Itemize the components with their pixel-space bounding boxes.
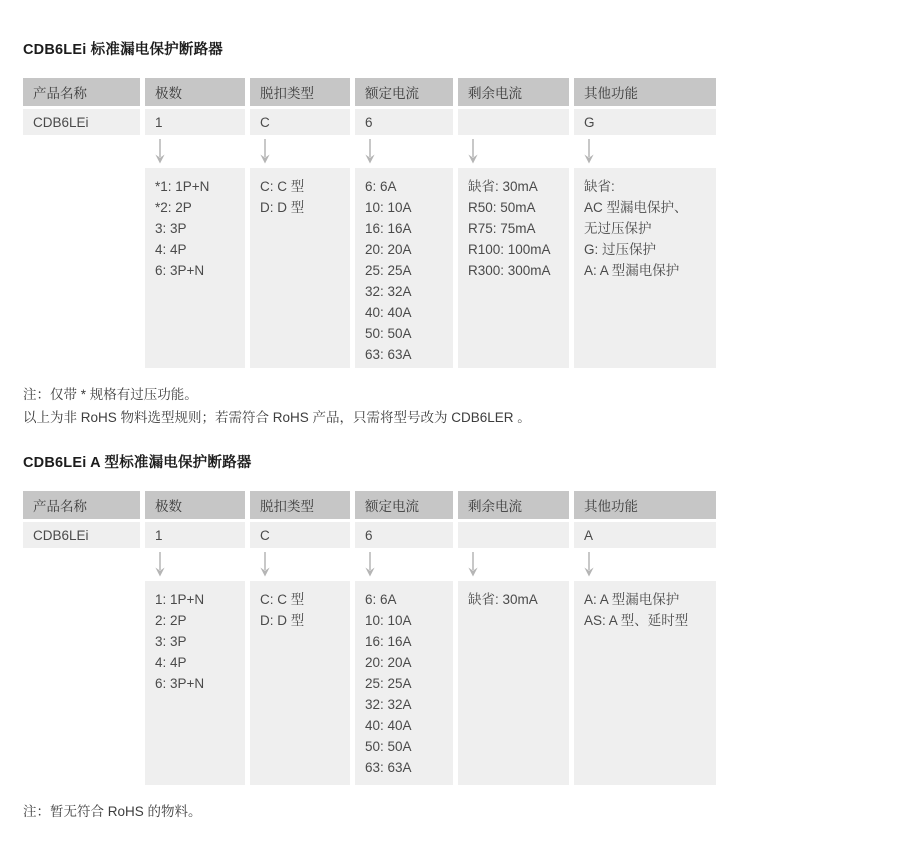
notes xyxy=(23,383,900,429)
option-line: 6: 3P+N xyxy=(155,263,205,278)
column-header: 其他功能 xyxy=(574,491,716,519)
option-line: 50: 50A xyxy=(365,739,412,754)
option-box xyxy=(145,168,245,368)
column-header: 额定电流 xyxy=(355,78,453,106)
option-line: 4: 4P xyxy=(155,242,187,257)
option-line: 3: 3P xyxy=(155,221,187,236)
section-title: CDB6LEi A 型标准漏电保护断路器 xyxy=(23,455,252,471)
column-header: 产品名称 xyxy=(23,491,140,519)
option-line: 32: 32A xyxy=(365,697,412,712)
column-header: 剩余电流 xyxy=(458,491,569,519)
selection-table xyxy=(23,78,716,368)
column-header: 极数 xyxy=(145,491,245,519)
column-header: 脱扣类型 xyxy=(250,78,350,106)
down-arrow-glyph xyxy=(259,138,271,164)
down-arrow-icon xyxy=(145,551,245,578)
option-line: 2: 2P xyxy=(155,613,187,628)
option-box xyxy=(458,581,569,785)
value-cell: 1 xyxy=(145,522,245,548)
value-cell: C xyxy=(250,522,350,548)
option-line: 25: 25A xyxy=(365,676,412,691)
down-arrow-icon xyxy=(145,138,245,165)
selection-table xyxy=(23,491,716,785)
option-line: 1: 1P+N xyxy=(155,592,205,607)
down-arrow-glyph xyxy=(364,551,376,577)
option-box xyxy=(145,581,245,785)
value-cell: A xyxy=(574,522,716,548)
option-line: 10: 10A xyxy=(365,613,412,628)
option-line: 20: 20A xyxy=(365,242,412,257)
option-line: R300: 300mA xyxy=(468,263,551,278)
value-cell: CDB6LEi xyxy=(23,109,140,135)
down-arrow-icon xyxy=(458,138,569,165)
option-line: 40: 40A xyxy=(365,718,412,733)
box-spacer xyxy=(23,581,140,785)
column-header: 剩余电流 xyxy=(458,78,569,106)
column-header: 极数 xyxy=(145,78,245,106)
option-line: *2: 2P xyxy=(155,200,192,215)
option-line: 20: 20A xyxy=(365,655,412,670)
selection-section xyxy=(23,38,900,429)
option-line: 32: 32A xyxy=(365,284,412,299)
column-header: 额定电流 xyxy=(355,491,453,519)
option-box xyxy=(355,581,453,785)
down-arrow-icon xyxy=(574,138,716,165)
option-box xyxy=(574,581,716,785)
option-line: 6: 6A xyxy=(365,179,397,194)
option-line: 缺省: 30mA xyxy=(468,179,538,194)
option-line: AC 型漏电保护、 xyxy=(584,200,688,215)
section-title: CDB6LEi 标准漏电保护断路器 xyxy=(23,42,223,58)
selection-section xyxy=(23,451,900,823)
option-line: R75: 75mA xyxy=(468,221,536,236)
option-line: 4: 4P xyxy=(155,655,187,670)
option-line: G: 过压保护 xyxy=(584,242,657,257)
option-line: A: A 型漏电保护 xyxy=(584,592,680,607)
option-line: 63: 63A xyxy=(365,760,412,775)
option-line: 6: 3P+N xyxy=(155,676,205,691)
arrow-spacer xyxy=(23,551,140,578)
option-line: 50: 50A xyxy=(365,326,412,341)
option-line: 6: 6A xyxy=(365,592,397,607)
down-arrow-glyph xyxy=(467,551,479,577)
down-arrow-glyph xyxy=(154,138,166,164)
option-line: AS: A 型、延时型 xyxy=(584,613,689,628)
value-cell: C xyxy=(250,109,350,135)
option-line: *1: 1P+N xyxy=(155,179,210,194)
value-cell xyxy=(458,522,569,548)
option-line: D: D 型 xyxy=(260,613,305,628)
option-box xyxy=(574,168,716,368)
down-arrow-glyph xyxy=(583,138,595,164)
option-line: 缺省: 30mA xyxy=(468,592,538,607)
note-text: 以上为非 RoHS 物料选型规则；若需符合 RoHS 产品，只需将型号改为 CDB6LER 。 xyxy=(23,410,531,425)
note-text: 注：仅带 * 规格有过压功能。 xyxy=(23,387,198,402)
option-box xyxy=(250,168,350,368)
down-arrow-glyph xyxy=(259,551,271,577)
down-arrow-icon xyxy=(250,551,350,578)
option-line: 63: 63A xyxy=(365,347,412,362)
column-header: 脱扣类型 xyxy=(250,491,350,519)
column-header: 其他功能 xyxy=(574,78,716,106)
value-cell: CDB6LEi xyxy=(23,522,140,548)
option-line: 25: 25A xyxy=(365,263,412,278)
option-line: C: C 型 xyxy=(260,592,305,607)
option-line: R50: 50mA xyxy=(468,200,536,215)
value-cell: 6 xyxy=(355,522,453,548)
option-line: 16: 16A xyxy=(365,634,412,649)
option-box xyxy=(355,168,453,368)
option-line: 10: 10A xyxy=(365,200,412,215)
down-arrow-glyph xyxy=(583,551,595,577)
value-cell: 1 xyxy=(145,109,245,135)
value-cell xyxy=(458,109,569,135)
option-line: A: A 型漏电保护 xyxy=(584,263,680,278)
note-text: 注：暂无符合 RoHS 的物料。 xyxy=(23,804,202,819)
option-line: 16: 16A xyxy=(365,221,412,236)
option-box xyxy=(250,581,350,785)
box-spacer xyxy=(23,168,140,368)
option-line: 缺省: xyxy=(584,179,615,194)
option-box xyxy=(458,168,569,368)
down-arrow-glyph xyxy=(467,138,479,164)
option-line: C: C 型 xyxy=(260,179,305,194)
option-line: R100: 100mA xyxy=(468,242,551,257)
down-arrow-icon xyxy=(355,138,453,165)
value-cell: G xyxy=(574,109,716,135)
arrow-spacer xyxy=(23,138,140,165)
option-line: 无过压保护 xyxy=(584,221,652,236)
value-cell: 6 xyxy=(355,109,453,135)
option-line: D: D 型 xyxy=(260,200,305,215)
option-line: 3: 3P xyxy=(155,634,187,649)
down-arrow-icon xyxy=(574,551,716,578)
notes xyxy=(23,800,900,823)
down-arrow-icon xyxy=(458,551,569,578)
option-line: 40: 40A xyxy=(365,305,412,320)
down-arrow-glyph xyxy=(154,551,166,577)
down-arrow-glyph xyxy=(364,138,376,164)
column-header: 产品名称 xyxy=(23,78,140,106)
down-arrow-icon xyxy=(250,138,350,165)
down-arrow-icon xyxy=(355,551,453,578)
